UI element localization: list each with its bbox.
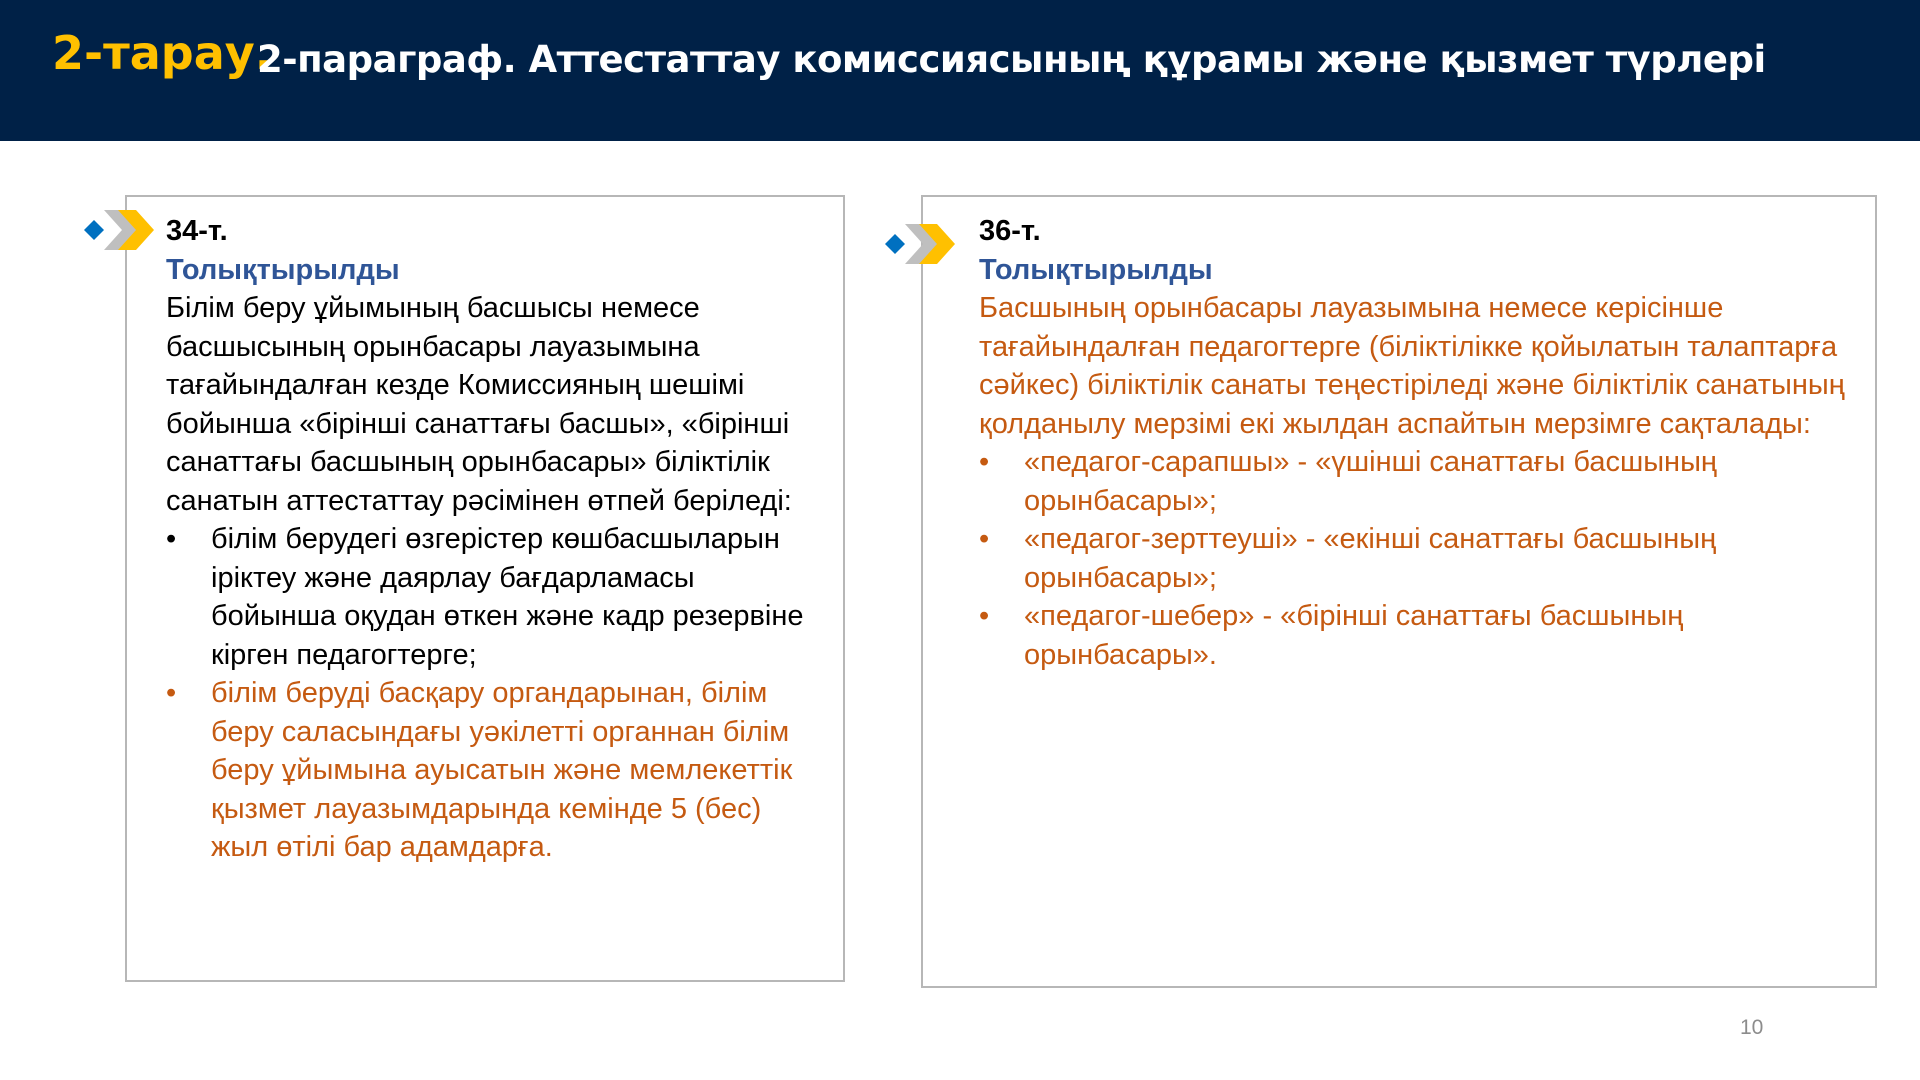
article-number: 36-т. bbox=[979, 215, 1041, 247]
list-item bbox=[979, 597, 1859, 674]
list-item-text: «педагог-зерттеуші» - «екінші санаттағы басшының орынбасары»; bbox=[1024, 523, 1717, 594]
bullet-list bbox=[166, 520, 826, 867]
double-chevron-arrow-icon bbox=[885, 222, 955, 266]
list-item bbox=[166, 674, 826, 867]
article-number: 34-т. bbox=[166, 215, 228, 247]
supplement-label: Толықтырылды bbox=[166, 253, 400, 286]
bullet-marker: • bbox=[166, 677, 177, 709]
bullet-marker: • bbox=[979, 446, 990, 478]
double-chevron-arrow-icon bbox=[84, 208, 154, 252]
left-content bbox=[166, 212, 826, 867]
intro-text: Басшының орынбасары лауазымына немесе керісінше тағайындалған педагогтерге (біліктілікке қойылатын талаптарға сәйкес) біліктілік санаты теңестіріледі және біліктілік санатының қолданылу мерзімі екі жылдан аспайтын мерзімге сақталады: bbox=[979, 292, 1845, 440]
slide-header bbox=[0, 0, 1920, 141]
right-content bbox=[979, 212, 1859, 674]
supplement-label: Толықтырылды bbox=[979, 253, 1213, 286]
bullet-list bbox=[979, 443, 1859, 674]
list-item-text: білім беруді басқару органдарынан, білім беру саласындағы уәкілетті органнан білім беру ұйымына ауысатын және мемлекеттік қызмет лауазымдарында кемінде 5 (бес) жыл өтілі бар адамдарға. bbox=[211, 677, 793, 863]
bullet-marker: • bbox=[979, 600, 990, 632]
list-item-text: «педагог-сарапшы» - «үшінші санаттағы басшының орынбасары»; bbox=[1024, 446, 1717, 517]
list-item bbox=[166, 520, 826, 674]
slide-title: 2-параграф. Аттестаттау комиссиясының құрамы және қызмет түрлері bbox=[257, 38, 1766, 81]
chapter-label: 2-тарау. bbox=[52, 26, 273, 80]
page-number: 10 bbox=[1740, 1016, 1764, 1039]
list-item-text: білім берудегі өзгерістер көшбасшыларын іріктеу және даярлау бағдарламасы бойынша оқудан өткен және кадр резервіне кірген педагогтерге; bbox=[211, 523, 804, 671]
list-item-text: «педагог-шебер» - «бірінші санаттағы басшының орынбасары». bbox=[1024, 600, 1684, 671]
list-item bbox=[979, 443, 1859, 520]
list-item bbox=[979, 520, 1859, 597]
intro-text: Білім беру ұйымының басшысы немесе басшысының орынбасары лауазымына тағайындалған кезде Комиссияның шешімі бойынша «бірінші санаттағы басшы», «бірінші санаттағы басшының орынбасары» біліктілік санатын аттестаттау рәсімінен өтпей беріледі: bbox=[166, 292, 792, 517]
bullet-marker: • bbox=[979, 523, 990, 555]
bullet-marker: • bbox=[166, 523, 177, 555]
